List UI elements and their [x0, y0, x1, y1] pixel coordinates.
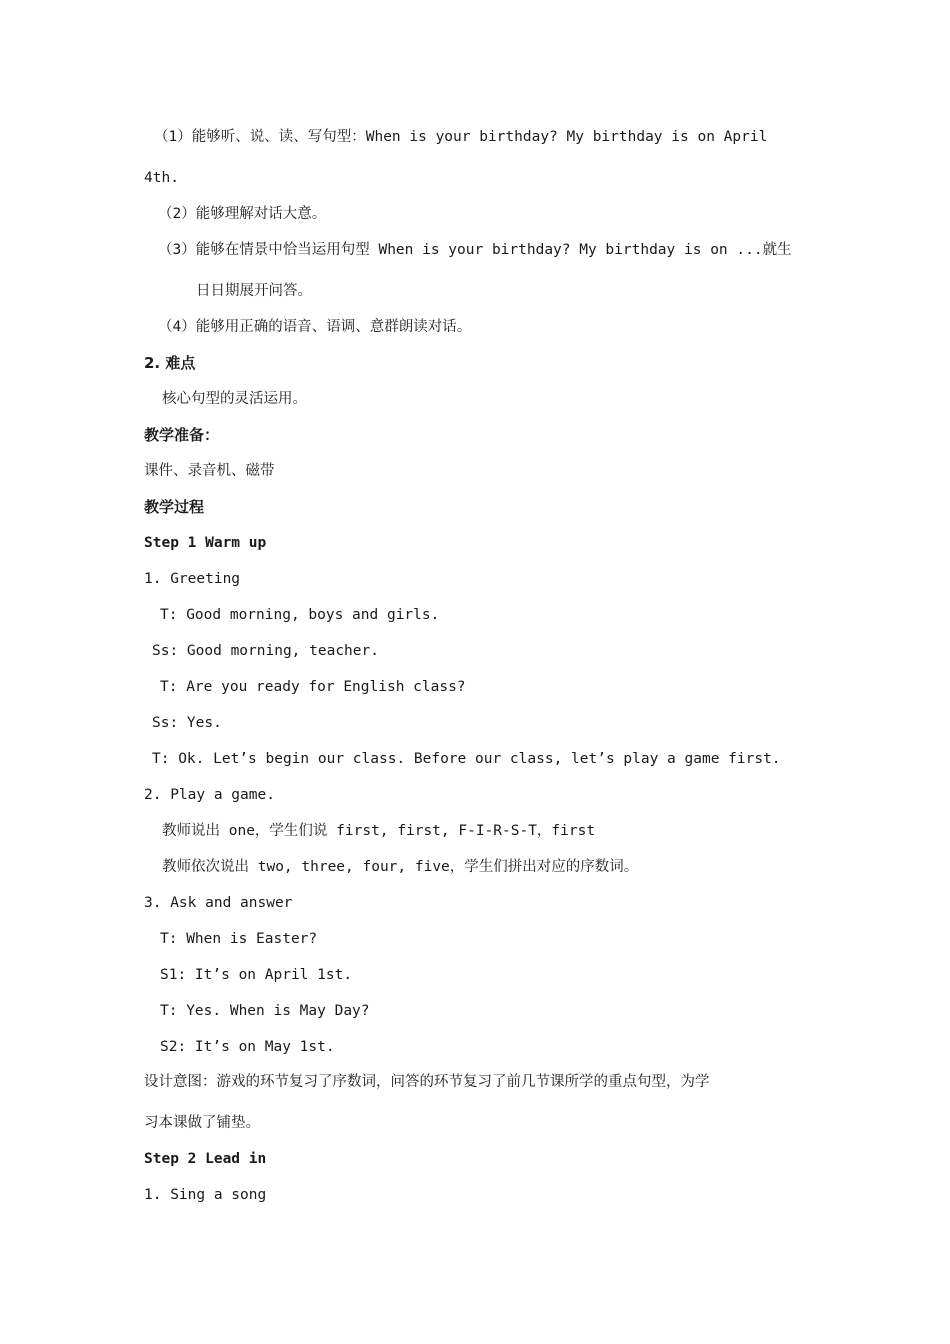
design-intent-line-2: 习本课做了铺垫。 — [144, 1115, 260, 1131]
game-text-2: 教师依次说出 two, three, four, five，学生们拼出对应的序数词。 — [162, 859, 639, 875]
dialogue-line-2: Ss: Good morning, teacher. — [152, 643, 379, 659]
game-heading: 2. Play a game. — [144, 787, 275, 803]
objective-3-line-2: 日日期展开问答。 — [196, 283, 312, 299]
qa-line-2: S1: It’s on April 1st. — [160, 967, 353, 983]
preparation-text: 课件、录音机、磁带 — [144, 463, 275, 479]
process-heading: 教学过程 — [144, 498, 205, 516]
objective-1-line-1: （1）能够听、说、读、写句型：When is your birthday? My birthday is on April — [154, 129, 768, 145]
qa-line-4: S2: It’s on May 1st. — [160, 1039, 335, 1055]
objective-3-line-1: （3）能够在情景中恰当运用句型 When is your birthday? My birthday is on ...就生 — [158, 242, 792, 258]
dialogue-line-1: T: Good morning, boys and girls. — [160, 607, 440, 623]
objective-2: （2）能够理解对话大意。 — [158, 206, 327, 222]
preparation-heading: 教学准备： — [144, 426, 220, 444]
qa-line-3: T: Yes. When is May Day? — [160, 1003, 370, 1019]
game-text-1: 教师说出 one，学生们说 first, first, F-I-R-S-T，first — [162, 823, 596, 839]
step-2-heading: Step 2 Lead in — [144, 1151, 267, 1167]
dialogue-line-5: T: Ok. Let’s begin our class. Before our class, let’s play a game first. — [152, 751, 781, 767]
ask-answer-heading: 3. Ask and answer — [144, 895, 293, 911]
objective-4: （4）能够用正确的语音、语调、意群朗读对话。 — [158, 319, 472, 335]
dialogue-line-3: T: Are you ready for English class? — [160, 679, 466, 695]
difficulty-text: 核心句型的灵活运用。 — [162, 391, 307, 407]
objective-1-line-2: 4th. — [144, 170, 179, 186]
qa-line-1: T: When is Easter? — [160, 931, 318, 947]
sing-song-heading: 1. Sing a song — [144, 1187, 267, 1203]
greeting-heading: 1. Greeting — [144, 571, 241, 587]
difficulty-heading: 2. 难点 — [144, 354, 196, 372]
step-1-heading: Step 1 Warm up — [144, 535, 267, 551]
dialogue-line-4: Ss: Yes. — [152, 715, 222, 731]
design-intent-line-1: 设计意图：游戏的环节复习了序数词，问答的环节复习了前几节课所学的重点句型，为学 — [144, 1074, 710, 1090]
